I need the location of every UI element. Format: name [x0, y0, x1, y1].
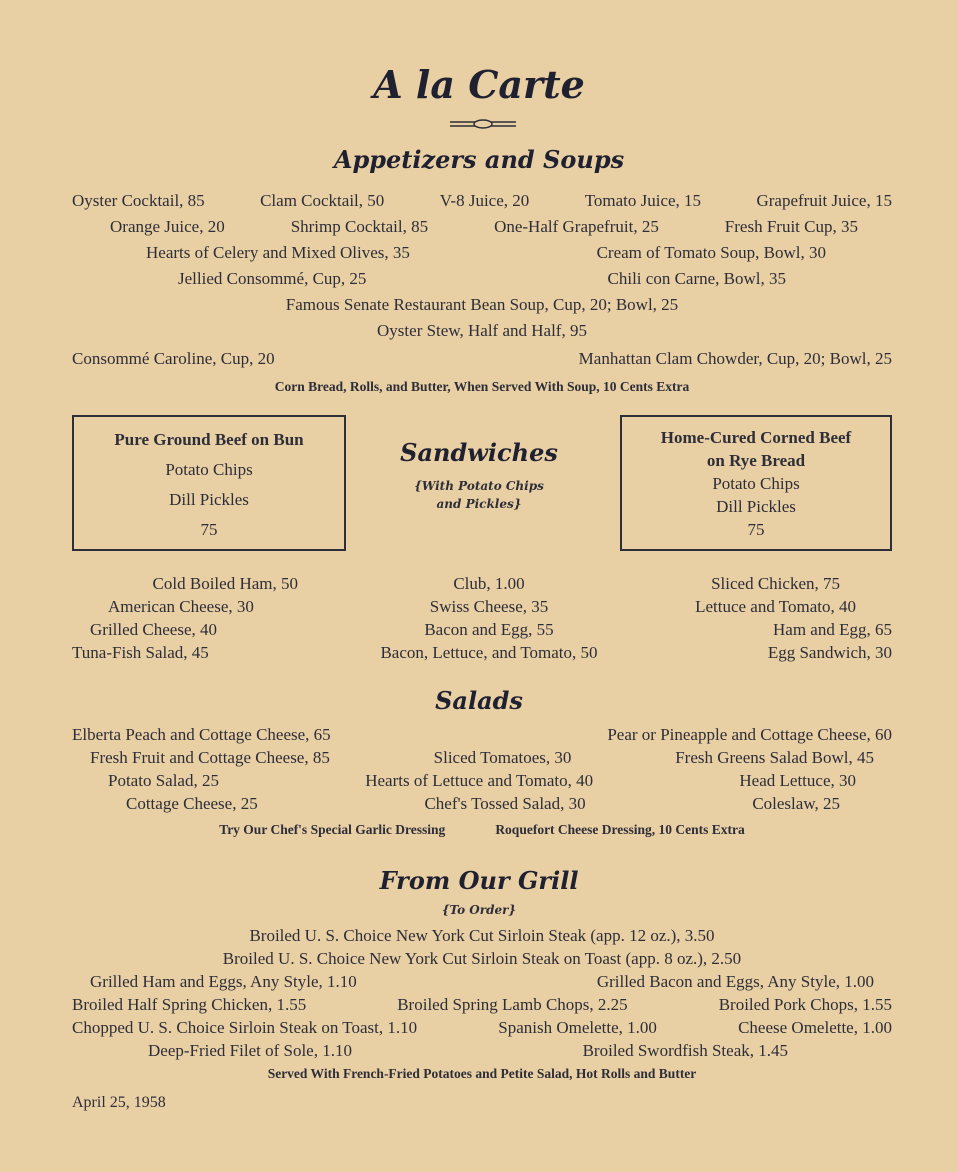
grill-row-3 [90, 971, 874, 993]
menu-item: Fresh Greens Salad Bowl, 45 [675, 748, 874, 767]
box-item-title: on Rye Bread [706, 451, 806, 470]
box-item-line: Dill Pickles [169, 490, 249, 509]
box-item-price: 75 [747, 520, 765, 539]
ornament-divider-icon [448, 118, 518, 130]
sandwich-col-right [660, 572, 892, 664]
box-item-line: Dill Pickles [716, 497, 796, 516]
menu-item: Lettuce and Tomato, 40 [695, 597, 856, 616]
box-item-line: Potato Chips [712, 474, 800, 493]
menu-item: Oyster Cocktail, 85 [72, 191, 205, 210]
menu-item: Cream of Tomato Soup, Bowl, 30 [596, 243, 826, 262]
appetizers-heading: Appetizers and Soups [333, 145, 625, 174]
menu-item: Famous Senate Restaurant Bean Soup, Cup, 20; Bowl, 25 [285, 295, 679, 314]
sandwiches-subheading-1: {With Potato Chips [414, 479, 544, 493]
menu-item: Pear or Pineapple and Cottage Cheese, 60 [607, 725, 892, 744]
salads-row-1 [72, 724, 892, 746]
menu-item: Manhattan Clam Chowder, Cup, 20; Bowl, 25 [578, 349, 892, 368]
menu-item: Coleslaw, 25 [752, 794, 840, 813]
appetizers-row-6 [72, 320, 892, 342]
menu-item: Chili con Carne, Bowl, 35 [607, 269, 786, 288]
menu-date: April 25, 1958 [72, 1094, 166, 1111]
menu-item: Bacon and Egg, 55 [424, 620, 554, 639]
menu-item: Head Lettuce, 30 [739, 771, 856, 790]
menu-item: Fresh Fruit and Cottage Cheese, 85 [90, 748, 330, 767]
menu-item: Spanish Omelette, 1.00 [498, 1018, 657, 1037]
menu-item: One-Half Grapefruit, 25 [494, 217, 659, 236]
menu-item: Oyster Stew, Half and Half, 95 [377, 321, 587, 340]
sandwiches-subheading-2: and Pickles} [436, 497, 522, 511]
menu-item: Grilled Cheese, 40 [90, 620, 217, 639]
menu-item: Cold Boiled Ham, 50 [152, 574, 298, 593]
menu-item: Tomato Juice, 15 [584, 191, 702, 210]
menu-item: Broiled Swordfish Steak, 1.45 [582, 1041, 788, 1060]
menu-item: Sliced Tomatoes, 30 [433, 748, 572, 767]
salads-note-right: Roquefort Cheese Dressing, 10 Cents Extra [495, 822, 745, 837]
menu-item: Grilled Ham and Eggs, Any Style, 1.10 [90, 972, 357, 991]
menu-item: Grapefruit Juice, 15 [756, 191, 892, 210]
menu-item: Cottage Cheese, 25 [126, 794, 258, 813]
menu-item: Egg Sandwich, 30 [767, 643, 892, 662]
menu-item: Broiled Spring Lamb Chops, 2.25 [397, 995, 628, 1014]
grill-row-5 [72, 1017, 892, 1039]
menu-item: Broiled U. S. Choice New York Cut Sirloin Steak on Toast (app. 8 oz.), 2.50 [222, 949, 742, 968]
menu-item: Orange Juice, 20 [110, 217, 225, 236]
menu-title: A la Carte [373, 62, 585, 107]
sandwich-col-left [72, 572, 298, 664]
menu-item: Chopped U. S. Choice Sirloin Steak on Toast, 1.10 [72, 1018, 418, 1037]
menu-item: Clam Cocktail, 50 [260, 191, 385, 210]
box-item-price: 75 [200, 520, 218, 539]
menu-item: Chef's Tossed Salad, 30 [424, 794, 586, 813]
menu-item: Sliced Chicken, 75 [711, 574, 840, 593]
menu-item: Broiled Pork Chops, 1.55 [718, 995, 892, 1014]
salads-row-4 [126, 793, 840, 815]
menu-item: Grilled Bacon and Eggs, Any Style, 1.00 [596, 972, 874, 991]
box-item-title: Pure Ground Beef on Bun [114, 430, 304, 449]
menu-item: Deep-Fried Filet of Sole, 1.10 [148, 1041, 352, 1060]
grill-subheading: {To Order} [441, 903, 517, 917]
menu-item: Potato Salad, 25 [108, 771, 219, 790]
menu-item: American Cheese, 30 [108, 597, 254, 616]
menu-item: Ham and Egg, 65 [773, 620, 892, 639]
menu-item: Elberta Peach and Cottage Cheese, 65 [72, 725, 331, 744]
menu-item: Jellied Consommé, Cup, 25 [178, 269, 367, 288]
grill-row-1 [72, 925, 892, 947]
menu-item: Broiled U. S. Choice New York Cut Sirloin Steak (app. 12 oz.), 3.50 [249, 926, 715, 945]
menu-item: Fresh Fruit Cup, 35 [724, 217, 858, 236]
salads-row-3 [108, 770, 856, 792]
appetizers-note: Corn Bread, Rolls, and Butter, When Served With Soup, 10 Cents Extra [274, 379, 690, 394]
box-item-title: Home-Cured Corned Beef [660, 428, 852, 447]
appetizers-row-4 [178, 268, 786, 290]
appetizers-row-3 [146, 242, 826, 264]
salads-note [72, 822, 892, 838]
menu-item: Broiled Half Spring Chicken, 1.55 [72, 995, 307, 1014]
grill-row-6 [148, 1040, 788, 1062]
grill-row-4 [72, 994, 892, 1016]
menu-item: Tuna-Fish Salad, 45 [72, 643, 209, 662]
grill-heading: From Our Grill [379, 866, 579, 895]
sandwiches-heading: Sandwiches [400, 438, 558, 467]
menu-item: Shrimp Cocktail, 85 [290, 217, 429, 236]
menu-item: V-8 Juice, 20 [439, 191, 530, 210]
sandwich-box-right [620, 415, 892, 551]
appetizers-row-1 [72, 190, 892, 212]
appetizers-row-5 [72, 294, 892, 316]
grill-note: Served With French-Fried Potatoes and Petite Salad, Hot Rolls and Butter [267, 1066, 697, 1081]
grill-row-2 [72, 948, 892, 970]
salads-note-left: Try Our Chef's Special Garlic Dressing [219, 822, 446, 837]
sandwich-col-mid [330, 572, 648, 664]
menu-item: Bacon, Lettuce, and Tomato, 50 [380, 643, 598, 662]
menu-item: Hearts of Celery and Mixed Olives, 35 [146, 243, 410, 262]
salads-heading: Salads [435, 686, 523, 715]
menu-item: Hearts of Lettuce and Tomato, 40 [365, 771, 594, 790]
menu-item: Cheese Omelette, 1.00 [738, 1018, 892, 1037]
menu-item: Consommé Caroline, Cup, 20 [72, 349, 275, 368]
box-item-line: Potato Chips [165, 460, 253, 479]
menu-item: Club, 1.00 [453, 574, 525, 593]
appetizers-row-2 [110, 216, 858, 238]
menu-item: Swiss Cheese, 35 [429, 597, 549, 616]
appetizers-row-7 [72, 348, 892, 370]
salads-row-2 [90, 747, 874, 769]
